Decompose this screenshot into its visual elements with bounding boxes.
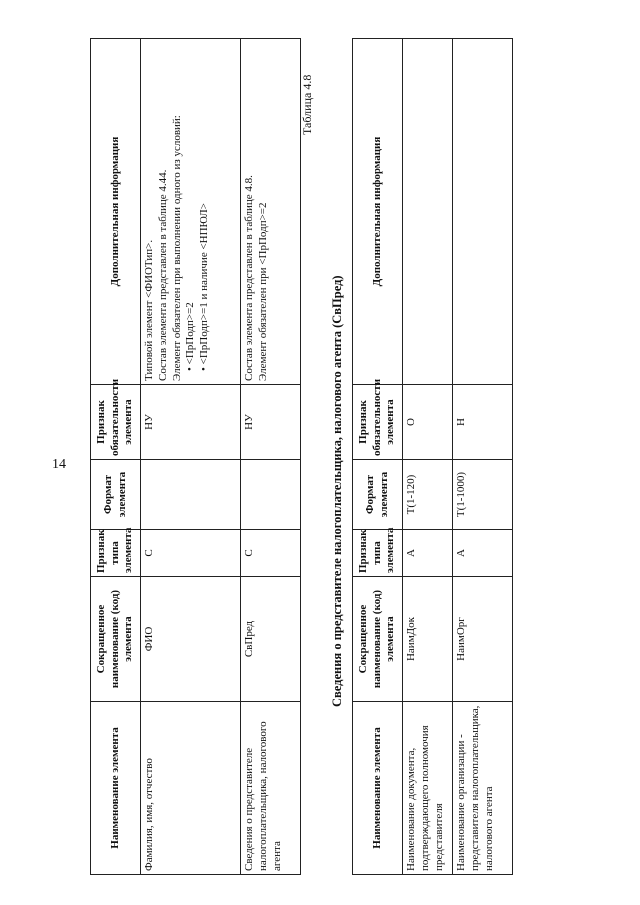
- cell-required: НУ: [241, 385, 301, 460]
- cell-code: НаимОрг: [453, 577, 513, 702]
- cell-type: С: [141, 530, 241, 577]
- table-caption: Сведения о представителе налогоплательщика, налогового агента (СвПред): [330, 275, 344, 707]
- page-number: 14: [52, 457, 66, 472]
- elements-table-top: [90, 38, 301, 875]
- header-format: Формат элемента: [91, 460, 141, 530]
- cell-name: Наименование документа, подтверждающего полномочия представителя: [403, 702, 453, 875]
- cell-required: О: [403, 385, 453, 460]
- cell-info: [453, 39, 513, 385]
- table-number: Таблица 4.8: [300, 74, 314, 135]
- info-line: Элемент обязателен при выполнении одного из условий:: [170, 115, 183, 381]
- cell-type: С: [241, 530, 301, 577]
- info-line: Состав элемента представлен в таблице 4.44.: [156, 169, 169, 381]
- header-code: Сокращенное наименование (код) элемента: [353, 577, 403, 702]
- cell-code: ФИО: [141, 577, 241, 702]
- cell-name: Фамилия, имя, отчество: [141, 702, 241, 875]
- condition-list: [184, 42, 212, 381]
- cell-name: Наименование организации - представителя налогоплательщика, налогового агента: [453, 702, 513, 875]
- header-required: Признак обязательности элемента: [353, 385, 403, 460]
- header-info: Дополнительная информация: [91, 39, 141, 385]
- cell-code: НаимДок: [403, 577, 453, 702]
- condition-item: • <ПрПодп>=2: [184, 42, 198, 371]
- header-name: Наименование элемента: [91, 702, 141, 875]
- table-row: [453, 39, 513, 875]
- table-row: [241, 39, 301, 875]
- header-name: Наименование элемента: [353, 702, 403, 875]
- cell-required: НУ: [141, 385, 241, 460]
- cell-type: А: [453, 530, 513, 577]
- table-row: [141, 39, 241, 875]
- condition-item: • <ПрПодп>=1 и наличие <НПЮЛ>: [198, 42, 212, 371]
- cell-format: T(1-1000): [453, 460, 513, 530]
- cell-code: СвПред: [241, 577, 301, 702]
- header-info: Дополнительная информация: [353, 39, 403, 385]
- cell-type: А: [403, 530, 453, 577]
- header-required: Признак обязательности элемента: [91, 385, 141, 460]
- elements-table-bottom: [352, 38, 513, 875]
- table-header-row: [353, 39, 403, 875]
- header-format: Формат элемента: [353, 460, 403, 530]
- header-code: Сокращенное наименование (код) элемента: [91, 577, 141, 702]
- cell-format: T(1-120): [403, 460, 453, 530]
- info-line: Элемент обязателен при <ПрПодп>=2: [256, 202, 269, 381]
- header-type: Признак типа элемента: [91, 530, 141, 577]
- info-line: Состав элемента представлен в таблице 4.8.: [243, 175, 255, 381]
- header-type: Признак типа элемента: [353, 530, 403, 577]
- table-header-row: [91, 39, 141, 875]
- table-row: [403, 39, 453, 875]
- cell-info: [141, 39, 241, 385]
- cell-info: [403, 39, 453, 385]
- cell-format: [141, 460, 241, 530]
- cell-info: [241, 39, 301, 385]
- cell-format: [241, 460, 301, 530]
- cell-required: Н: [453, 385, 513, 460]
- cell-name: Сведения о представителе налогоплательщика, налогового агента: [241, 702, 301, 875]
- info-line: Типовой элемент <ФИОТип>.: [143, 239, 155, 381]
